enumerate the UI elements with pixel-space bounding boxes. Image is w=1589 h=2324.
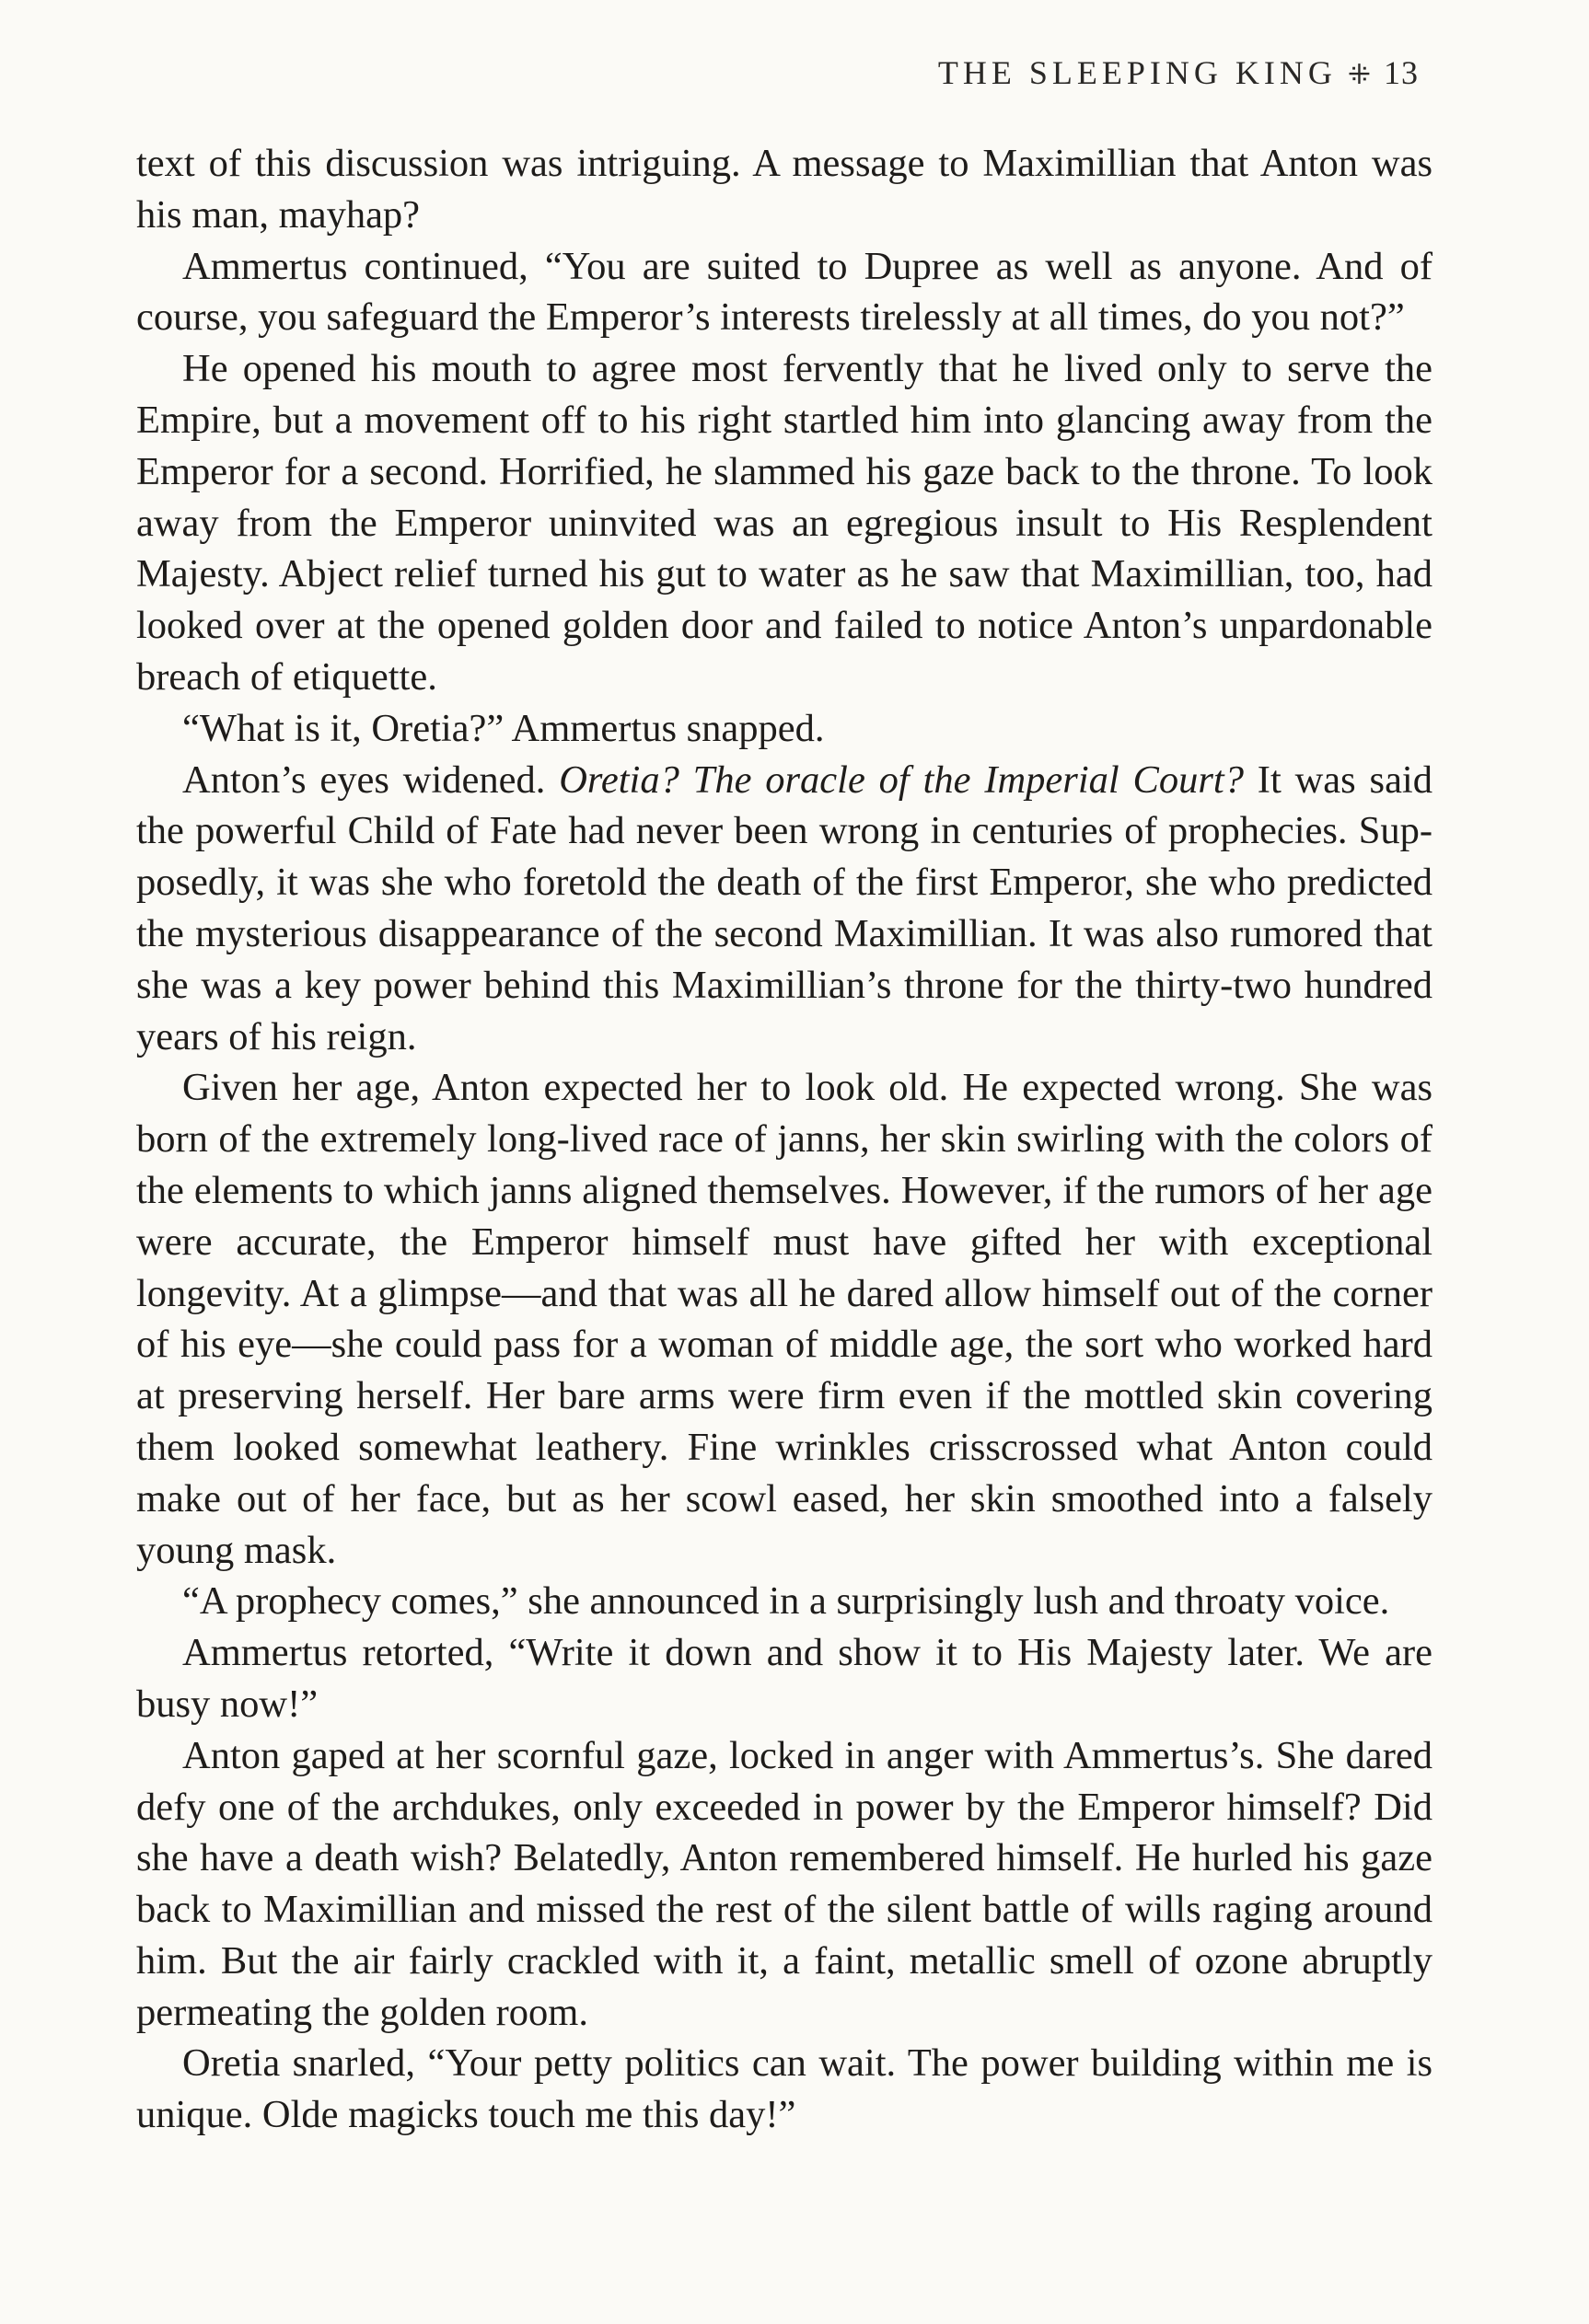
- ornament-icon: ⁜: [1347, 60, 1371, 90]
- paragraph: Ammertus retorted, “Write it down and show it to His Majesty later. We are busy now!”: [136, 1631, 1432, 1726]
- paragraph: Anton gaped at her scornful gaze, locked in anger with Ammertus’s. She dared defy one of the archdukes, only exceeded in power by the Emperor himself? Did she have a death wish? Belatedly, Anton remembered himself. He hurled his gaze back to Maximillian and missed the rest of the silent battle of wills raging around him. But the air fairly crackled with it, a faint, metallic smell of ozone abruptly permeating the golden room.: [136, 1733, 1432, 2034]
- paragraph: Ammertus continued, “You are suited to Dupree as well as anyone. And of course, you safeguard the Emperor’s interests tirelessly at all times, do you not?”: [136, 244, 1432, 340]
- paragraph-text: Anton’s eyes widened.: [182, 757, 560, 802]
- book-title: THE SLEEPING KING: [937, 54, 1337, 91]
- running-header: [938, 53, 1419, 92]
- paragraph: Given her age, Anton expected her to look old. He expected wrong. She was born of the extremely long-lived race of janns, her skin swirling with the colors of the elements to which janns aligned themselves. However, if the rumors of her age were accurate, the Emperor himself must have gifted her with exceptional longevity. At a glimpse—and that was all he dared allow himself out of the corner of his eye—she could pass for a woman of middle age, the sort who worked hard at preserving herself. Her bare arms were firm even if the mottled skin covering them looked somewhat leathery. Fine wrinkles crisscrossed what Anton could make out of her face, but as her scowl eased, her skin smoothed into a falsely young mask.: [136, 1066, 1432, 1572]
- page-number: 13: [1384, 54, 1419, 91]
- paragraph-text: It was said the powerful Child of Fate had never been wrong in centuries of prophecies. Supposedly, it was she who foretold the death of the first Emperor, she who predicted the mysterious disappearance of the second Maximillian. It was also rumored that she was a key power behind this Maximillian’s throne for the thirty-two hundred years of his reign.: [136, 757, 1432, 1058]
- paragraph: “A prophecy comes,” she announced in a surprisingly lush and throaty voice.: [182, 1579, 1390, 1624]
- body-text: [136, 138, 1432, 2141]
- paragraph: Oretia snarled, “Your petty politics can wait. The power building within me is unique. Olde magicks touch me this day!”: [136, 2041, 1432, 2137]
- paragraph-with-italics: [136, 755, 1432, 1063]
- paragraph: “What is it, Oretia?” Ammertus snapped.: [182, 706, 825, 750]
- paragraph-continued: text of this discussion was intriguing. A message to Maximillian that Anton was his man, mayhap?: [136, 142, 1432, 237]
- paragraph: He opened his mouth to agree most fervently that he lived only to serve the Empire, but a movement off to his right startled him into glancing away from the Emperor for a second. Horrified, he slammed his gaze back to the throne. To look away from the Emperor uninvited was an egregious insult to His Resplendent Majesty. Abject relief turned his gut to water as he saw that Maximillian, too, had looked over at the opened golden door and failed to notice Anton’s unpardonable breach of etiquette.: [136, 347, 1432, 699]
- italic-thought: Oretia? The oracle of the Imperial Court?: [559, 757, 1244, 802]
